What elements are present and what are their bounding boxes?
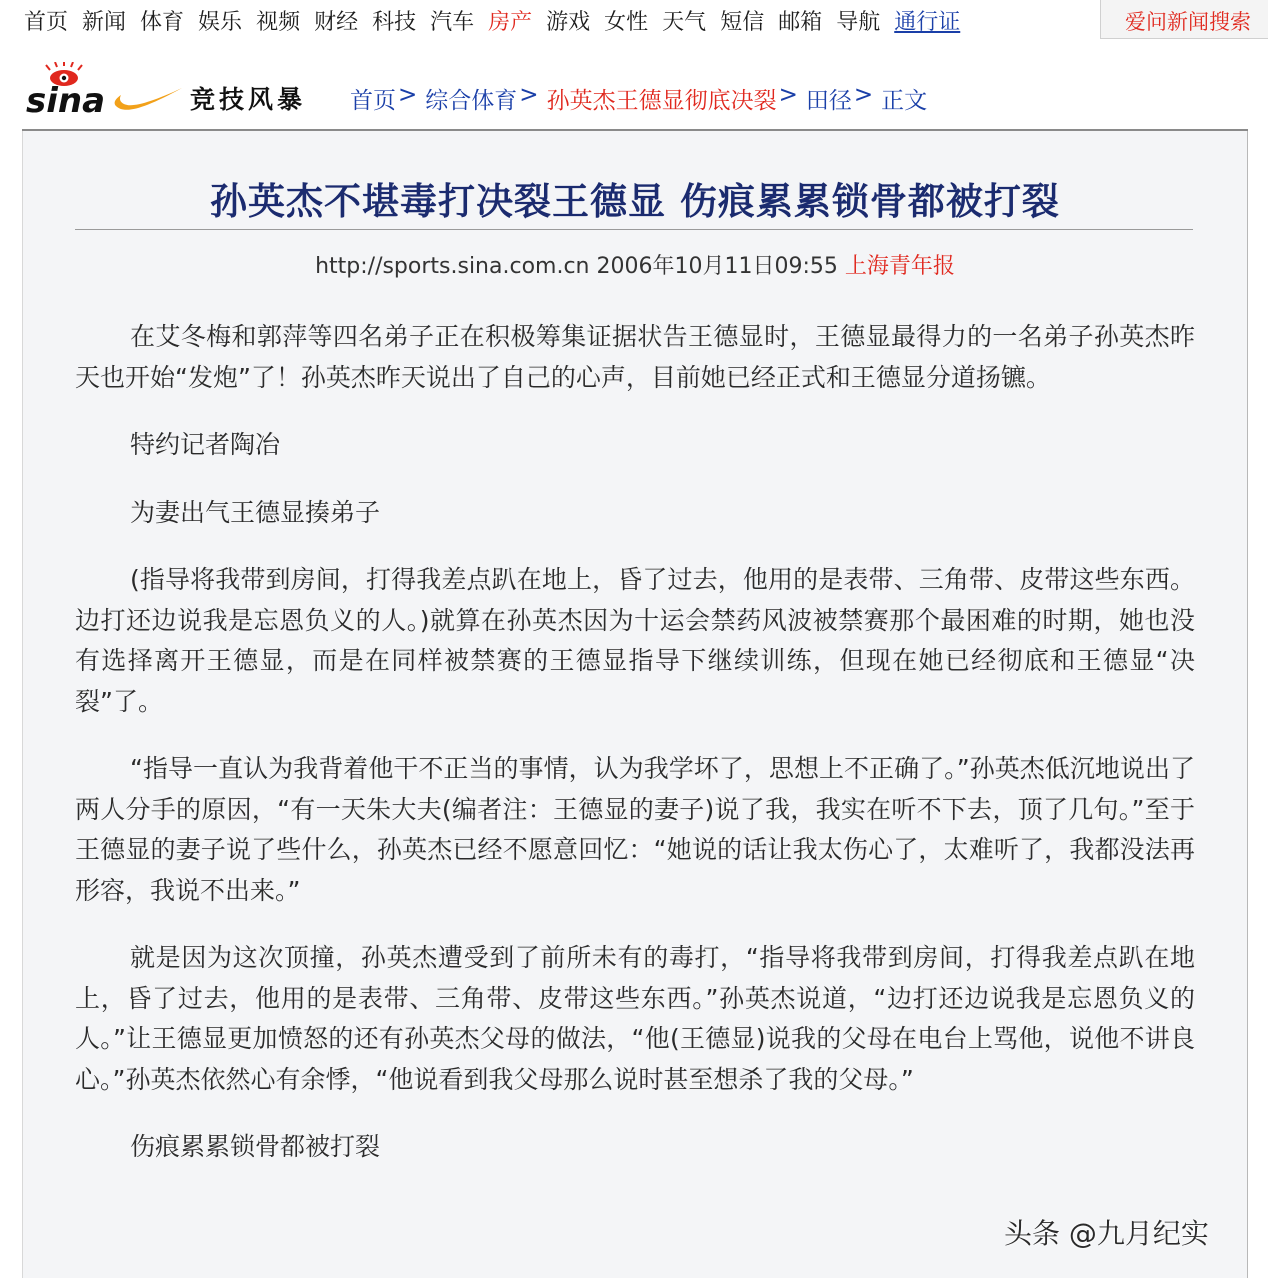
breadcrumb-item[interactable]: 田径 <box>805 88 852 114</box>
swoosh-icon <box>115 88 182 110</box>
top-nav-item[interactable]: 汽车 <box>430 10 475 35</box>
breadcrumb-separator: > <box>398 82 418 108</box>
article-paragraph: 特约记者陶冶 <box>130 430 281 459</box>
breadcrumb-separator: > <box>853 82 874 108</box>
breadcrumb-item[interactable]: 综合体育 <box>425 88 518 114</box>
sina-logo-text: sina <box>26 81 106 121</box>
news-search-link[interactable] <box>1100 0 1268 39</box>
top-nav-item[interactable]: 科技 <box>372 10 417 35</box>
top-nav-item[interactable]: 邮箱 <box>778 10 823 35</box>
breadcrumb-item[interactable]: 正文 <box>881 88 928 114</box>
top-nav-item[interactable]: 短信 <box>720 10 765 35</box>
article-paragraph: 就是因为这次顶撞，孙英杰遭受到了前所未有的毒打，“指导将我带到房间，打得我差点趴在地上，昏了过去，他用的是表带、三角带、皮带这些东西。”孙英杰说道，“边打还边说我是忘恩负义的人。”让王德显更加愤怒的还有孙英杰父母的做法，“他(王德显)说我的父母在电台上骂他，说他不讲良心。”孙英杰依然心有余悸，“他说看到我父母那么说时甚至想杀了我的父母。” <box>75 943 1195 1094</box>
article-source-link[interactable]: 上海青年报 <box>844 254 955 279</box>
top-nav-item[interactable]: 通行证 <box>894 10 961 35</box>
top-nav-item[interactable]: 首页 <box>24 10 69 35</box>
article-container <box>22 131 1248 1278</box>
article-url: http://sports.sina.com.cn <box>315 254 590 279</box>
top-nav-item[interactable]: 女性 <box>604 10 649 35</box>
top-nav-item[interactable]: 新闻 <box>82 10 127 35</box>
article-subheading: 为妻出气王德显揍弟子 <box>130 497 381 527</box>
top-nav-item[interactable]: 房产 <box>488 10 533 35</box>
channel-name[interactable]: 竞技风暴 <box>190 85 307 114</box>
top-navigation-bar <box>0 0 1268 46</box>
article-subheading: 伤痕累累锁骨都被打裂 <box>130 1132 381 1161</box>
top-nav-item[interactable]: 导航 <box>836 10 881 35</box>
breadcrumb-item[interactable]: 首页 <box>350 88 396 114</box>
breadcrumb-item[interactable]: 孙英杰王德显彻底决裂 <box>546 88 777 114</box>
article-meta <box>23 249 1247 280</box>
brand-bar <box>0 56 1268 130</box>
top-nav-item[interactable]: 天气 <box>662 10 707 35</box>
news-search-label[interactable]: 爱问新闻搜索 <box>1125 10 1251 34</box>
top-nav-item[interactable]: 财经 <box>314 10 359 35</box>
breadcrumb-separator: > <box>778 82 798 108</box>
headline-divider <box>75 229 1193 230</box>
toutiao-watermark: 头条 @九月纪实 <box>1004 1217 1209 1250</box>
article-datetime: 2006年10月11日09:55 <box>596 254 838 279</box>
top-nav-item[interactable]: 视频 <box>256 10 301 35</box>
breadcrumb <box>350 82 927 115</box>
top-nav-item[interactable]: 游戏 <box>546 10 591 35</box>
top-nav-item[interactable]: 娱乐 <box>198 10 243 35</box>
article-paragraph: 在艾冬梅和郭萍等四名弟子正在积极筹集证据状告王德显时，王德显最得力的一名弟子孙英杰昨天也开始“发炮”了！孙英杰昨天说出了自己的心声，目前她已经正式和王德显分道扬镳。 <box>75 322 1195 392</box>
top-nav-links <box>24 8 974 38</box>
sina-logo[interactable] <box>24 62 184 122</box>
article-headline: 孙英杰不堪毒打决裂王德显 伤痕累累锁骨都被打裂 <box>210 180 1060 223</box>
article-paragraph: “指导一直认为我背着他干不正当的事情，认为我学坏了，思想上不正确了。”孙英杰低沉地说出了两人分手的原因，“有一天朱大夫(编者注：王德显的妻子)说了我，我实在听不下去，顶了几句。”至于王德显的妻子说了些什么，孙英杰已经不愿意回忆：“她说的话让我太伤心了，太难听了，我都没法再形容，我说不出来。” <box>75 754 1195 905</box>
article-body <box>75 317 1195 1195</box>
breadcrumb-separator: > <box>519 82 539 108</box>
article-paragraph: (指导将我带到房间，打得我差点趴在地上，昏了过去，他用的是表带、三角带、皮带这些东西。边打还边说我是忘恩负义的人。)就算在孙英杰因为十运会禁药风波被禁赛那个最困难的时期，她也没有选择离开王德显，而是在同样被禁赛的王德显指导下继续训练，但现在她已经彻底和王德显“决裂”了。 <box>75 565 1195 716</box>
top-nav-item[interactable]: 体育 <box>140 10 185 35</box>
